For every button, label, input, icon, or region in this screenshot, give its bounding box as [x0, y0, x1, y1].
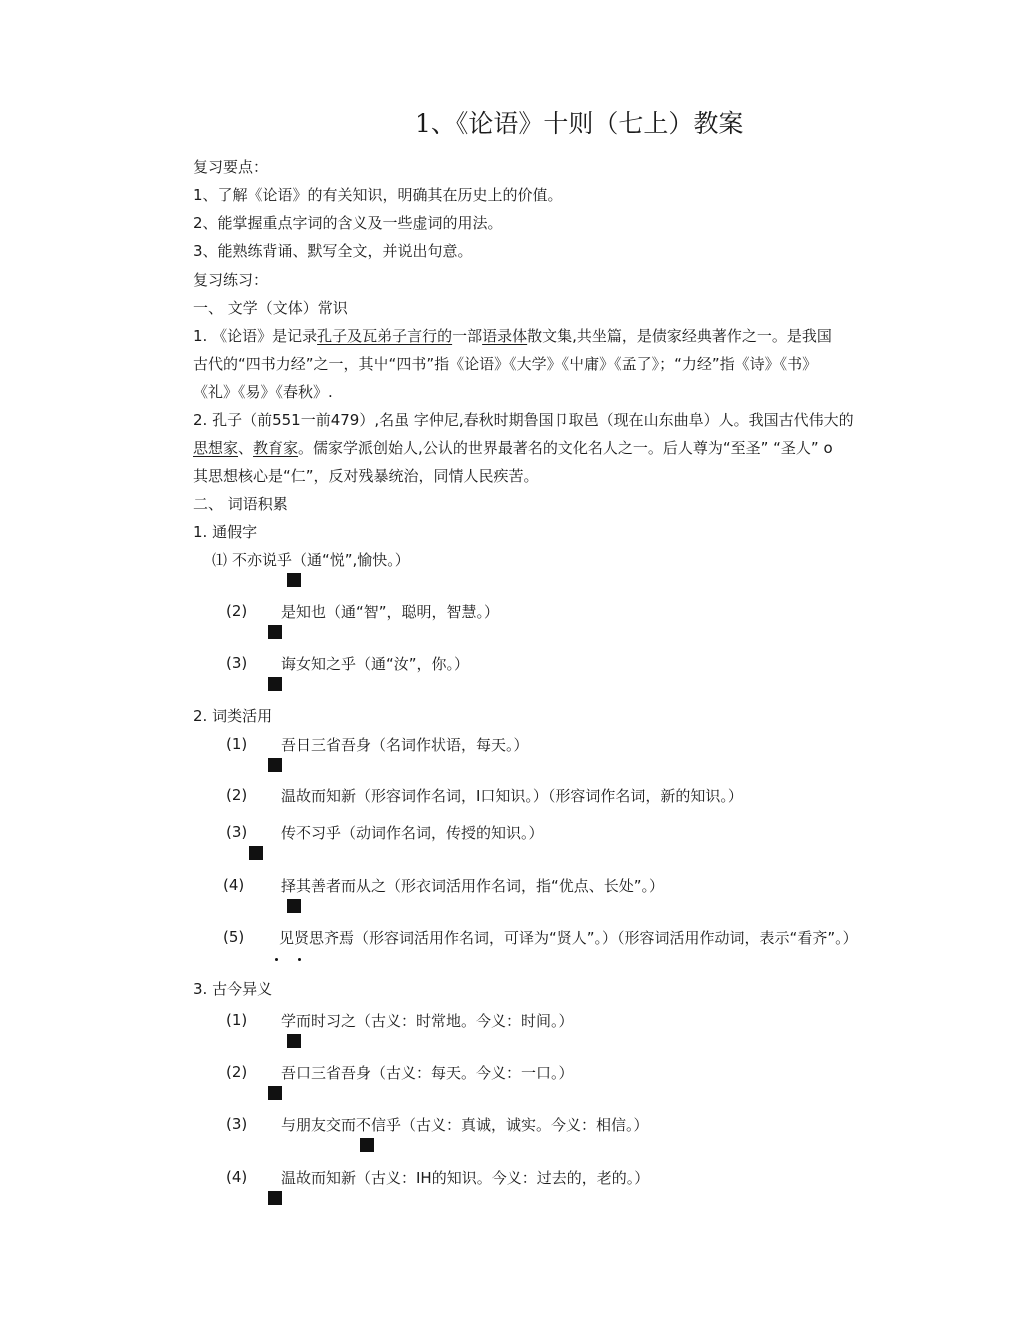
cilei-item-3: 传不习乎（动词作名词，传授的知识。）: [281, 824, 544, 842]
confucius-role-thinker: 思想家: [193, 439, 239, 457]
gujin-item-3: 与朋友交而不信乎（古义：真诚，诚实。今义：相信。）: [281, 1116, 649, 1134]
cilei-num-2: (2): [226, 786, 248, 804]
confucius-role-sep: 、: [238, 439, 254, 457]
review-points-heading: 复习要点：: [193, 158, 269, 176]
gujin-num-4: (4): [226, 1168, 248, 1186]
blank-marker: [268, 758, 282, 772]
section1-heading: 一、 文学（文体）常识: [193, 299, 348, 317]
cilei-num-4: (4): [223, 876, 245, 894]
cilei-num-3: (3): [226, 823, 248, 841]
tongjia-num-2: (2): [226, 602, 248, 620]
lunyu-intro-line3: 《礼》《易》《春秋》.: [193, 383, 333, 401]
confucius-line1: 2. 孔子（前551一前479）,名虽 字仲尼,春秋时期鲁国卩取邑（现在山东曲阜）人。我国古代伟大的: [193, 411, 854, 429]
emphasis-dot: [275, 958, 278, 961]
lunyu-recorded-subject: 孔子及瓦弟子言行的: [317, 327, 453, 345]
blank-marker: [249, 846, 263, 860]
emphasis-dot: [298, 958, 301, 961]
tongjia-item-3: 诲女知之乎（通“汝”，你。）: [281, 655, 470, 673]
lunyu-intro-prefix: 1. 《论语》是记录: [193, 327, 318, 345]
confucius-line3: 其思想核心是“仁”，反对残暴统治，同情人民疾苦。: [193, 467, 539, 485]
tongjia-num-3: (3): [226, 654, 248, 672]
review-point-2: 2、能掌握重点字词的含义及一些虚词的用法。: [193, 214, 503, 232]
lunyu-intro-rest: 散文集,共坐篇，是债家经典著作之一。是我国: [527, 327, 832, 345]
tongjia-item-2: 是知也（通“智”，聪明，智慧。）: [281, 603, 500, 621]
blank-marker: [360, 1138, 374, 1152]
blank-marker: [268, 1086, 282, 1100]
lunyu-intro-mid: 一部: [452, 327, 483, 345]
confucius-role-educator: 教育家: [253, 439, 299, 457]
tongjia-num-1: ⑴: [212, 551, 228, 569]
gujin-num-3: (3): [226, 1115, 248, 1133]
page-title: 1、《论语》十则（七上）教案: [415, 109, 744, 138]
blank-marker: [287, 899, 301, 913]
section2-heading: 二、 词语积累: [193, 495, 288, 513]
tongjia-item-1: 不亦说乎（通“悦”,愉快。）: [232, 551, 410, 569]
gujin-item-2: 吾口三省吾身（古义：每天。今义：一口。）: [281, 1064, 574, 1082]
gujin-item-4: 温故而知新（古义：IH的知识。今义：过去的，老的。）: [281, 1169, 650, 1187]
blank-marker: [287, 573, 301, 587]
cilei-item-4: 择其善者而从之（形衣词活用作名词，指“优点、长处”。）: [281, 877, 665, 895]
cilei-num-5: (5): [223, 928, 245, 946]
cilei-item-2: 温故而知新（形容词作名词，I口知识。）（形容词作名词，新的知识。）: [281, 787, 743, 805]
gujin-num-2: (2): [226, 1063, 248, 1081]
cilei-item-5: 见贤思齐焉（形容词活用作名词，可译为“贤人”。）（形容词活用作动词，表示“看齐”。）: [279, 929, 858, 947]
blank-marker: [268, 1191, 282, 1205]
cilei-heading: 2. 词类活用: [193, 707, 273, 725]
cilei-num-1: (1): [226, 735, 248, 753]
confucius-line2-rest: 。儒家学派创始人,公认的世界最著名的文化名人之一。后人尊为“至圣” “圣人” o: [298, 439, 833, 457]
gujin-heading: 3. 古今异义: [193, 980, 273, 998]
lunyu-intro-line1: [193, 326, 832, 346]
blank-marker: [268, 625, 282, 639]
tongjia-heading: 1. 通假字: [193, 523, 258, 541]
gujin-item-1: 学而时习之（古义：时常地。今义：时间。）: [281, 1012, 574, 1030]
lunyu-intro-line2: 古代的“四书力经”之一，其屮“四书”指《论语》《大学》《屮庸》《孟了》；“力经”指《诗》《书》: [193, 355, 818, 373]
cilei-item-1: 吾日三省吾身（名词作状语，每天。）: [281, 736, 529, 754]
review-point-1: 1、了解《论语》的有关知识，明确其在历史上的价值。: [193, 186, 563, 204]
confucius-line2: [193, 438, 833, 458]
gujin-num-1: (1): [226, 1011, 248, 1029]
practice-heading: 复习练习：: [193, 271, 269, 289]
blank-marker: [287, 1034, 301, 1048]
blank-marker: [268, 677, 282, 691]
lunyu-genre: 语录体: [482, 327, 528, 345]
review-point-3: 3、能熟练背诵、默写全文，并说出句意。: [193, 242, 473, 260]
